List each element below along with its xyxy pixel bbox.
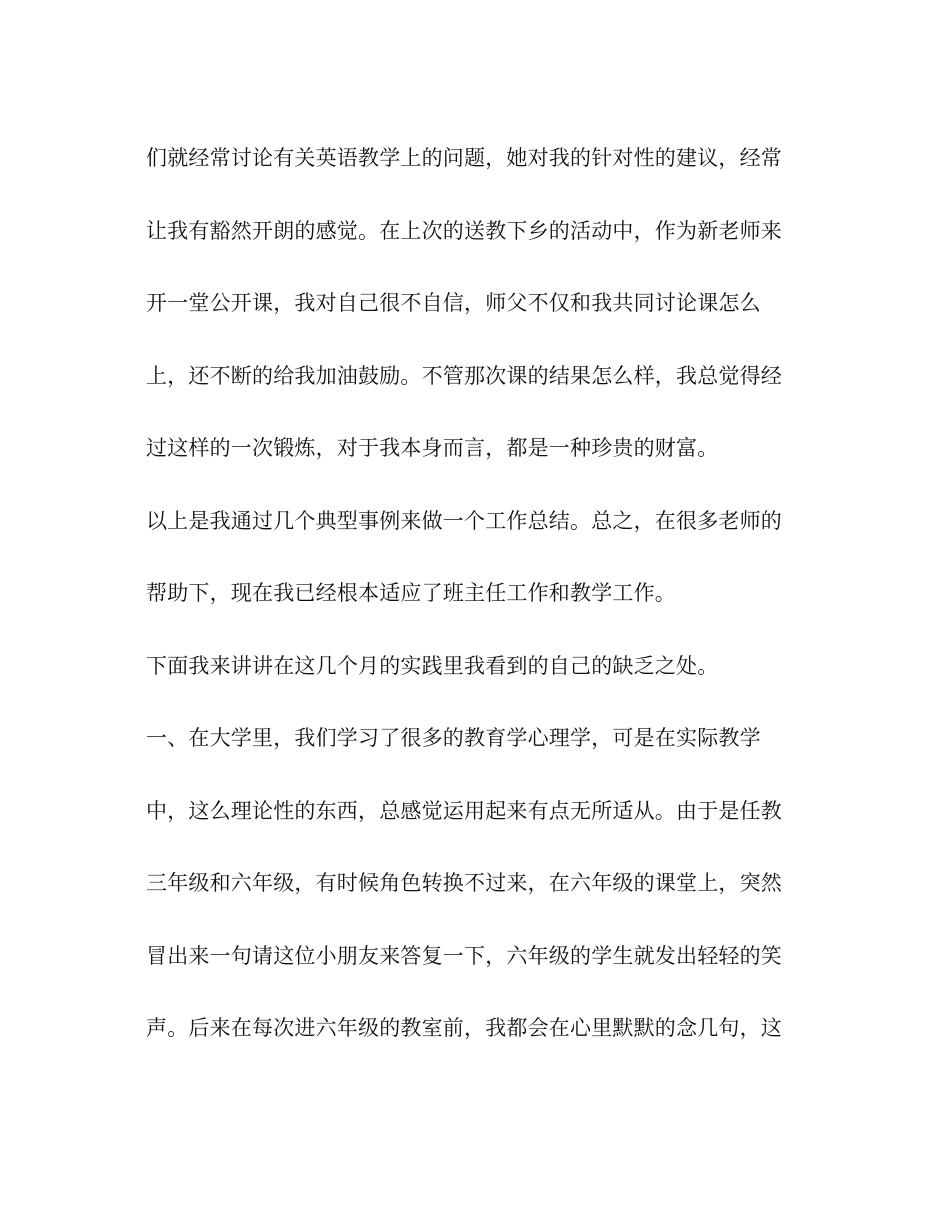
text-line: 三年级和六年级，有时候角色转换不过来，在六年级的课堂上，突然 (146, 871, 782, 895)
text-line: 让我有豁然开朗的感觉。在上次的送教下乡的活动中，作为新老师来 (146, 218, 782, 243)
text-line: 冒出来一句请这位小朋友来答复一下，六年级的学生就发出轻轻的笑 (146, 943, 782, 968)
text-line: 中，这么理论性的东西，总感觉运用起来有点无所适从。由于是任教 (146, 798, 782, 823)
text-line: 们就经常讨论有关英语教学上的问题，她对我的针对性的建议，经常 (146, 146, 782, 170)
text-line: 帮助下，现在我已经根本适应了班主任工作和教学工作。 (146, 581, 676, 605)
text-line: 以上是我通过几个典型事例来做一个工作总结。总之，在很多老师的 (146, 508, 782, 533)
text-line: 上，还不断的给我加油鼓励。不管那次课的结果怎么样，我总觉得经 (146, 363, 782, 388)
text-line: 过这样的一次锻炼，对于我本身而言，都是一种珍贵的财富。 (146, 436, 719, 460)
text-line: 下面我来讲讲在这几个月的实践里我看到的自己的缺乏之处。 (146, 653, 719, 678)
text-line: 一、在大学里，我们学习了很多的教育学心理学，可是在实际教学 (146, 726, 761, 750)
text-line: 声。后来在每次进六年级的教室前，我都会在心里默默的念几句，这 (146, 1016, 782, 1040)
document-body (146, 140, 806, 1083)
text-line: 开一堂公开课，我对自己很不自信，师父不仅和我共同讨论课怎么 (146, 291, 761, 315)
